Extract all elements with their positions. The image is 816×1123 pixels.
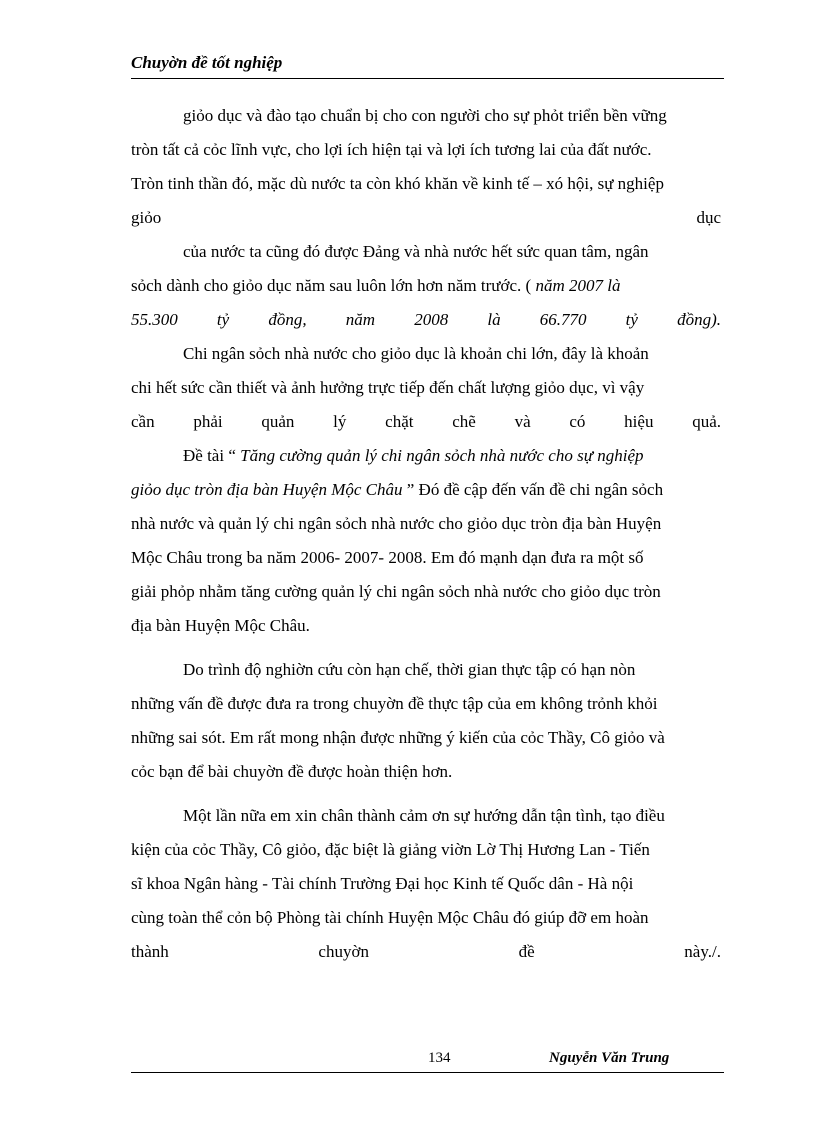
italic-run: giỏo dục tròn địa bàn Huyện Mộc Châu	[131, 480, 403, 499]
word: chuyờn	[318, 942, 369, 961]
word: chặt	[385, 412, 414, 431]
page-footer	[131, 1048, 724, 1073]
paragraph-line	[131, 935, 721, 969]
text-run: ” Đó đề cập đến vấn đề chi ngân sỏch	[402, 480, 664, 499]
word: cần	[131, 412, 155, 431]
paragraph-line	[131, 269, 721, 303]
word: là	[487, 310, 501, 329]
word: chẽ	[452, 412, 476, 431]
word: giỏo	[131, 208, 162, 227]
paragraph-line: Mộc Châu trong ba năm 2006- 2007- 2008. Em đó mạnh dạn đưa ra một số	[131, 548, 644, 567]
paragraph-line	[131, 201, 721, 235]
word: và	[514, 412, 531, 431]
word: dục	[696, 208, 721, 227]
paragraph-line: giỏo dục và đào tạo chuẩn bị cho con người cho sự phỏt triển bền vững	[183, 106, 667, 125]
word: phải	[193, 412, 223, 431]
paragraph-line	[131, 439, 721, 473]
paragraph-line: Do trình độ nghiờn cứu còn hạn chế, thời gian thực tập có hạn nòn	[183, 660, 636, 679]
word: 2008	[414, 310, 449, 329]
word: có	[569, 412, 586, 431]
word: 55.300	[131, 310, 178, 329]
word: đề	[518, 942, 535, 961]
paragraph-line: kiện của cỏc Thầy, Cô giỏo, đặc biệt là giảng viờn Lờ Thị Hương Lan - Tiến	[131, 840, 650, 859]
text-run: sỏch dành cho giỏo dục năm sau luôn lớn hơn năm trước. (	[131, 276, 536, 295]
document-body	[131, 99, 721, 969]
paragraph-line: cỏc bạn để bài chuyờn đề được hoàn thiện hơn.	[131, 762, 453, 781]
word: thành	[131, 942, 169, 961]
page-header	[131, 52, 724, 79]
paragraph-gap	[131, 789, 721, 799]
word: này./.	[684, 942, 721, 961]
word: tỷ	[216, 310, 230, 329]
paragraph-line	[131, 405, 721, 439]
paragraph-line: tròn tất cả cỏc lĩnh vực, cho lợi ích hiện tại và lợi ích tương lai của đất nước.	[131, 140, 652, 159]
word: đồng,	[268, 310, 307, 329]
page-number: 134	[428, 1050, 451, 1066]
paragraph-line: địa bàn Huyện Mộc Châu.	[131, 616, 310, 635]
paragraph-line: Một lần nữa em xin chân thành cảm ơn sự hướng dẫn tận tình, tạo điều	[183, 806, 665, 825]
word: năm	[345, 310, 376, 329]
paragraph-line: Tròn tinh thần đó, mặc dù nước ta còn khó khăn về kinh tế – xó hội, sự nghiệp	[131, 174, 664, 193]
word: 66.770	[539, 310, 587, 329]
paragraph-line: chi hết sức cần thiết và ảnh hưởng trực tiếp đến chất lượng giỏo dục, vì vậy	[131, 378, 645, 397]
paragraph-line: Chi ngân sỏch nhà nước cho giỏo dục là khoản chi lớn, đây là khoản	[183, 344, 649, 363]
text-run: Đề tài “	[183, 446, 241, 465]
paragraph-line: cùng toàn thể cỏn bộ Phòng tài chính Huyện Mộc Châu đó giúp đỡ em hoàn	[131, 908, 649, 927]
word: đồng).	[677, 310, 721, 329]
word: lý	[333, 412, 347, 431]
italic-run: Tăng cường quản lý chi ngân sỏch nhà nước cho sự nghiệp	[240, 446, 644, 465]
paragraph-gap	[131, 643, 721, 653]
word: hiệu	[624, 412, 654, 431]
paragraph-line: những sai sót. Em rất mong nhận được những ý kiến của cỏc Thầy, Cô giỏo và	[131, 728, 665, 747]
paragraph-line	[131, 303, 721, 337]
paragraph-line	[131, 473, 721, 507]
author-name: Nguyễn Văn Trung	[549, 1050, 670, 1066]
paragraph-line: sĩ khoa Ngân hàng - Tài chính Trường Đại học Kinh tế Quốc dân - Hà nội	[131, 874, 634, 893]
paragraph-line: những vấn đề được đưa ra trong chuyờn đề thực tập của em không trỏnh khỏi	[131, 694, 658, 713]
word: tỷ	[625, 310, 638, 329]
paragraph-line: nhà nước và quản lý chi ngân sỏch nhà nước cho giỏo dục tròn địa bàn Huyện	[131, 514, 662, 533]
paragraph-line: giải phỏp nhằm tăng cường quản lý chi ngân sỏch nhà nước cho giỏo dục tròn	[131, 582, 661, 601]
word: quản	[261, 412, 295, 431]
word: quả.	[692, 412, 721, 431]
header-title: Chuyờn đề tốt nghiệp	[131, 53, 283, 72]
paragraph-line: của nước ta cũng đó được Đảng và nhà nước hết sức quan tâm, ngân	[183, 242, 649, 261]
italic-run: năm 2007 là	[535, 276, 621, 295]
